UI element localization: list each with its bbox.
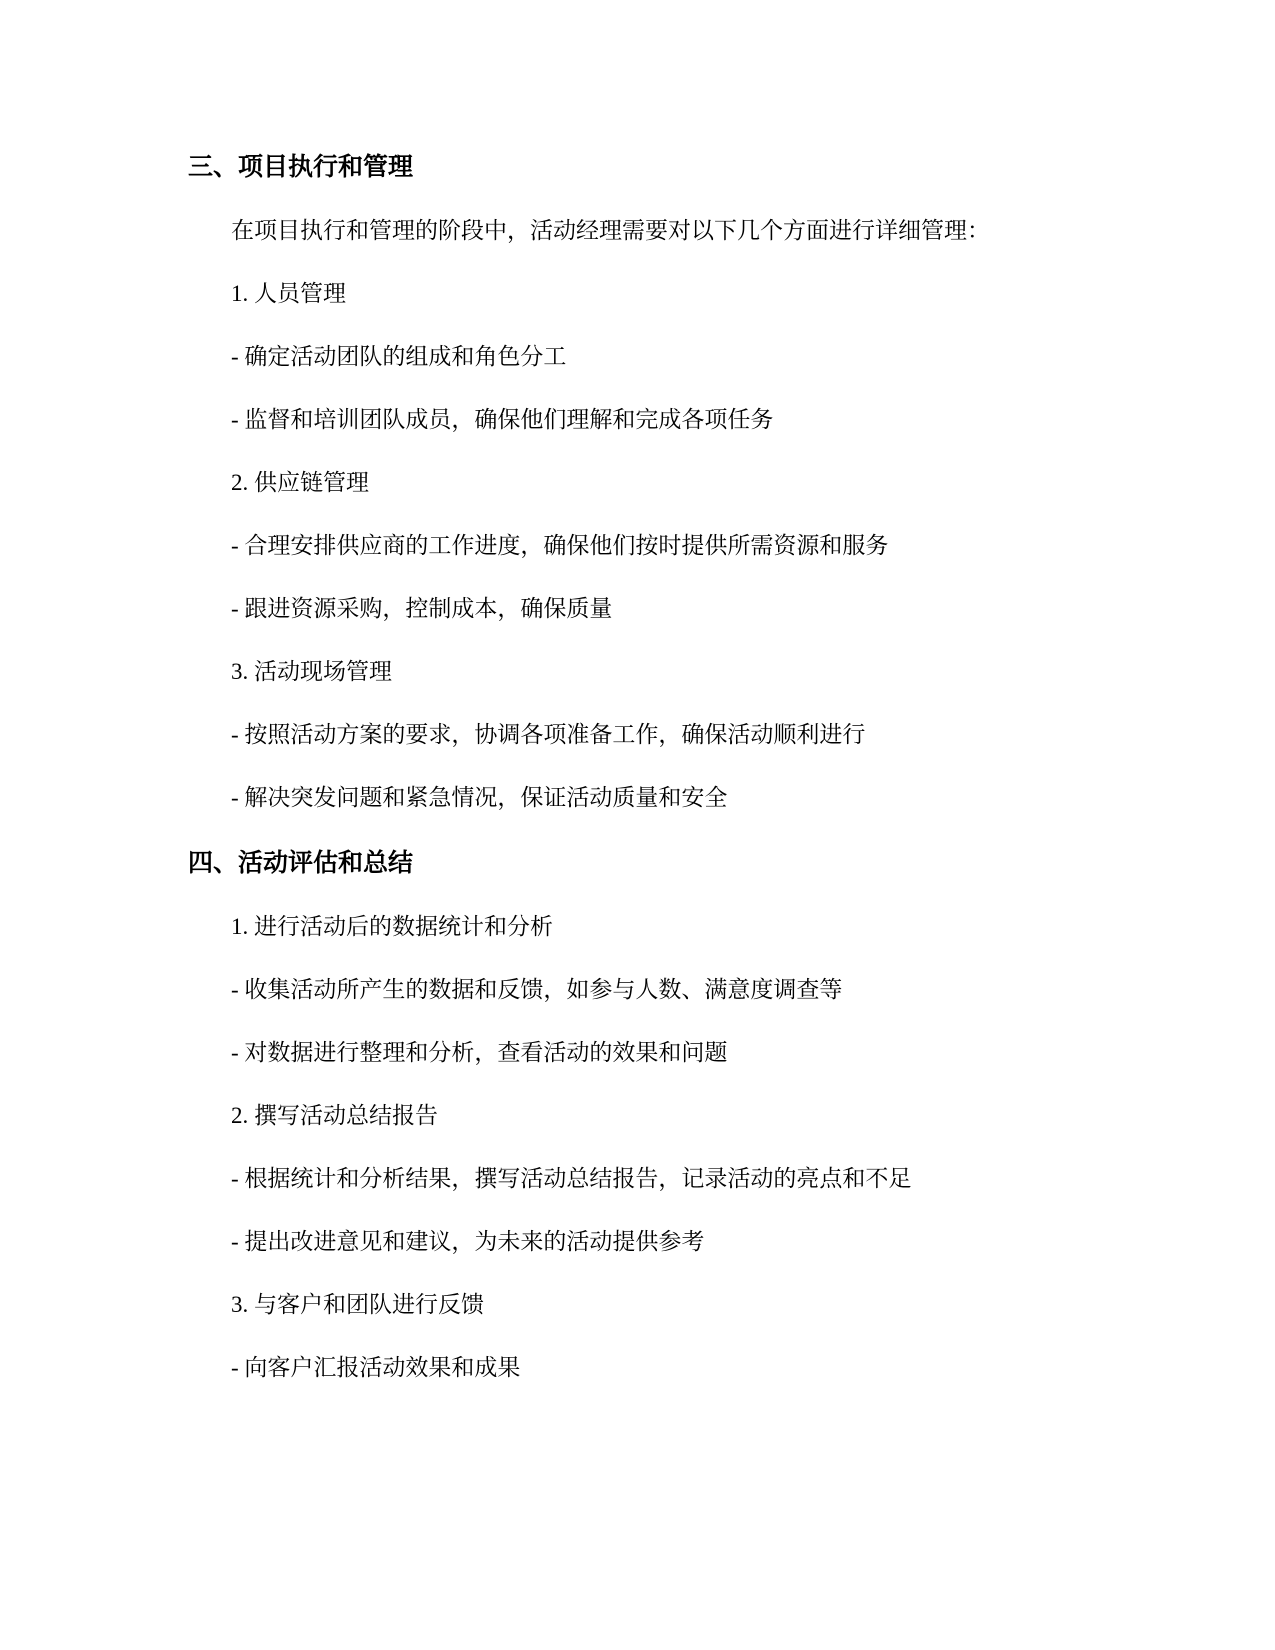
section-3-item-1-title: 1. 人员管理	[231, 281, 346, 306]
section-4-item-2-point-2: - 提出改进意见和建议，为未来的活动提供参考	[231, 1229, 705, 1254]
section-3-intro: 在项目执行和管理的阶段中，活动经理需要对以下几个方面进行详细管理：	[231, 218, 990, 243]
section-3-item-3-point-2: - 解决突发问题和紧急情况，保证活动质量和安全	[231, 785, 728, 810]
section-4-item-3-title: 3. 与客户和团队进行反馈	[231, 1292, 484, 1317]
section-4-item-3-point-1: - 向客户汇报活动效果和成果	[231, 1355, 521, 1380]
section-4-item-1-point-1: - 收集活动所产生的数据和反馈，如参与人数、满意度调查等	[231, 977, 843, 1002]
section-3-heading: 三、项目执行和管理	[188, 152, 414, 181]
section-3-item-2-point-2: - 跟进资源采购，控制成本，确保质量	[231, 596, 613, 621]
section-4-item-2-title: 2. 撰写活动总结报告	[231, 1103, 438, 1128]
section-3-item-3-point-1: - 按照活动方案的要求，协调各项准备工作，确保活动顺利进行	[231, 722, 866, 747]
section-3-item-1-point-1: - 确定活动团队的组成和角色分工	[231, 344, 567, 369]
section-4-item-1-point-2: - 对数据进行整理和分析，查看活动的效果和问题	[231, 1040, 728, 1065]
section-3-item-2-title: 2. 供应链管理	[231, 470, 369, 495]
section-4-heading: 四、活动评估和总结	[188, 848, 414, 877]
section-3-item-3-title: 3. 活动现场管理	[231, 659, 392, 684]
section-4-item-2-point-1: - 根据统计和分析结果，撰写活动总结报告，记录活动的亮点和不足	[231, 1166, 912, 1191]
section-3-item-2-point-1: - 合理安排供应商的工作进度，确保他们按时提供所需资源和服务	[231, 533, 889, 558]
section-3-item-1-point-2: - 监督和培训团队成员，确保他们理解和完成各项任务	[231, 407, 774, 432]
section-4-item-1-title: 1. 进行活动后的数据统计和分析	[231, 914, 553, 939]
